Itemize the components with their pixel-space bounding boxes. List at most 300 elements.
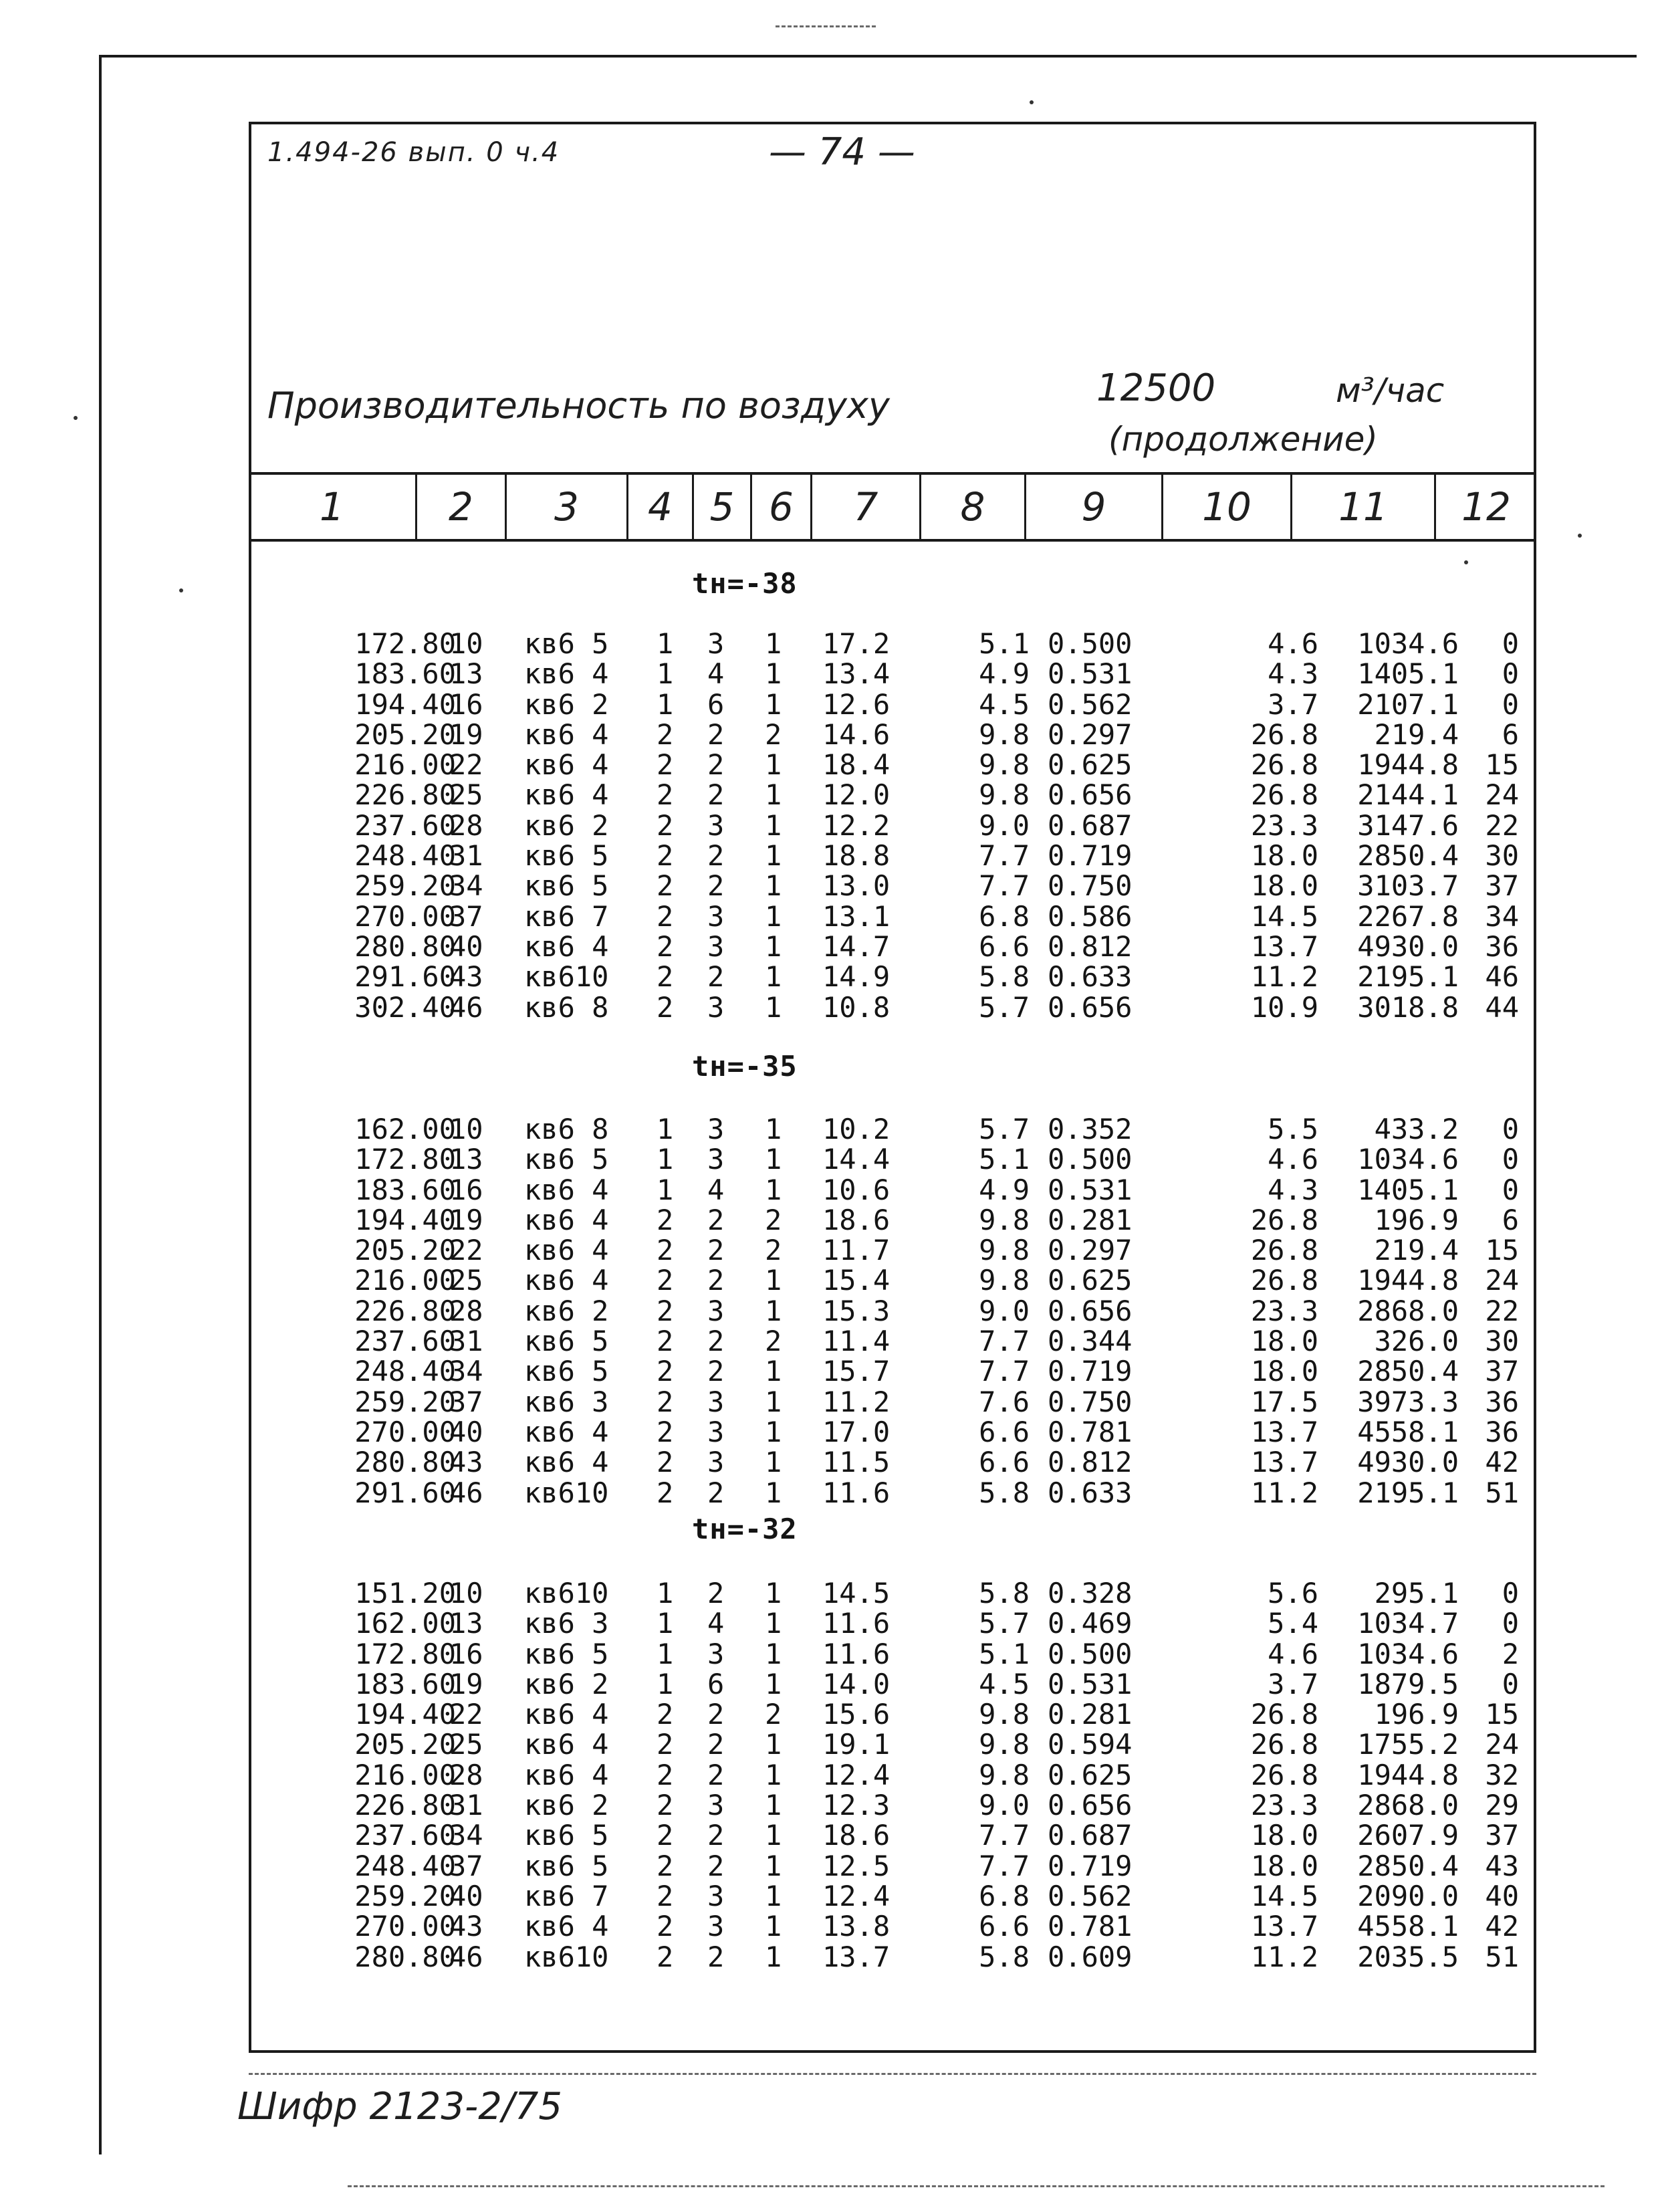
table-cell-col-4: 2 [657,1819,674,1852]
table-cell-col-8: 9.8 [979,717,1030,751]
table-cell-col-10: 26.8 [1250,778,1318,812]
table-cell-col-7: 12.5 [822,1849,891,1882]
table-cell-col-10: 11.2 [1250,1940,1318,1973]
table-row [249,1578,1536,1608]
table-cell-col-8: 9.8 [979,1698,1030,1731]
table-cell-col-5: 6 [707,687,725,721]
table-cell-col-12: 42 [1485,1446,1519,1479]
table-cell-col-3: кв6 4 [524,1264,609,1297]
table-cell-col-1: 280.80 [354,929,456,963]
table-row [249,1235,1536,1265]
table-cell-col-5: 2 [707,960,725,994]
table-cell-col-3: кв6 8 [524,990,609,1024]
table-cell-col-5: 2 [707,748,725,782]
table-cell-col-7: 11.6 [822,1607,891,1640]
table-cell-col-11: 2107.1 [1357,687,1459,721]
section-rows [249,1114,1536,1508]
table-cell-col-8: 5.8 [979,960,1030,994]
table-cell-col-1: 172.80 [354,1637,456,1670]
table-cell-col-8: 6.6 [979,1415,1030,1448]
table-cell-col-1: 162.00 [354,1607,456,1640]
table-cell-col-4: 1 [657,1143,674,1176]
table-cell-col-2: 46 [449,1940,483,1973]
table-caption: Производительность по воздуху [267,384,890,427]
table-row [249,1760,1536,1790]
table-row [249,1144,1536,1174]
table-cell-col-10: 26.8 [1250,717,1318,751]
table-cell-col-10: 3.7 [1268,687,1318,721]
table-cell-col-5: 4 [707,1173,725,1206]
section-label: tн=-32 [692,1513,798,1545]
table-cell-col-11: 1944.8 [1357,1264,1459,1297]
table-cell-col-11: 219.4 [1374,1234,1459,1267]
table-cell-col-9: 0.656 [1048,1789,1133,1822]
table-cell-col-3: кв6 2 [524,1667,609,1700]
table-cell-col-5: 3 [707,1879,725,1912]
table-cell-col-11: 4930.0 [1357,929,1459,963]
table-cell-col-5: 2 [707,1698,725,1731]
table-cell-col-3: кв6 5 [524,1355,609,1388]
footer-divider [249,2073,1536,2075]
table-cell-col-1: 194.40 [354,1203,456,1236]
table-row [249,1296,1536,1326]
table-cell-col-2: 25 [449,778,483,812]
table-cell-col-3: кв6 4 [524,1203,609,1236]
table-cell-col-9: 0.500 [1048,1143,1133,1176]
table-cell-col-4: 2 [657,899,674,933]
section-rows [249,629,1536,1022]
table-cell-col-11: 2144.1 [1357,778,1459,812]
table-cell-col-2: 13 [449,1143,483,1176]
table-cell-col-4: 2 [657,748,674,782]
table-row [249,1942,1536,1972]
table-cell-col-5: 3 [707,1789,725,1822]
table-cell-col-11: 2607.9 [1357,1819,1459,1852]
table-cell-col-6: 1 [765,1264,782,1297]
table-row [249,931,1536,962]
table-cell-col-6: 1 [765,1607,782,1640]
table-row [249,1447,1536,1477]
column-header-4: 4 [628,475,694,539]
table-cell-col-12: 6 [1502,1203,1519,1236]
table-cell-col-11: 1034.6 [1357,1637,1459,1670]
table-cell-col-4: 2 [657,869,674,903]
table-cell-col-3: кв6 5 [524,1849,609,1882]
table-cell-col-12: 46 [1485,960,1519,994]
table-cell-col-11: 1034.7 [1357,1607,1459,1640]
table-cell-col-11: 2868.0 [1357,1294,1459,1327]
table-cell-col-4: 2 [657,778,674,812]
table-cell-col-5: 2 [707,717,725,751]
table-cell-col-9: 0.500 [1048,1637,1133,1670]
table-cell-col-3: кв610 [524,1476,609,1509]
table-cell-col-1: 248.40 [354,1355,456,1388]
table-cell-col-8: 9.8 [979,1758,1030,1791]
table-cell-col-1: 183.60 [354,657,456,691]
table-cell-col-9: 0.719 [1048,1355,1133,1388]
table-cell-col-6: 1 [765,869,782,903]
table-cell-col-5: 3 [707,1910,725,1943]
table-cell-col-3: кв6 4 [524,1728,609,1761]
table-cell-col-11: 1944.8 [1357,1758,1459,1791]
table-cell-col-5: 2 [707,778,725,812]
table-cell-col-9: 0.625 [1048,748,1133,782]
table-cell-col-1: 183.60 [354,1667,456,1700]
table-cell-col-10: 23.3 [1250,1789,1318,1822]
table-cell-col-7: 18.8 [822,839,891,873]
table-cell-col-8: 9.8 [979,1234,1030,1267]
table-cell-col-7: 13.8 [822,1910,891,1943]
scan-speck [1030,100,1034,104]
table-cell-col-1: 226.80 [354,1789,456,1822]
table-cell-col-11: 219.4 [1374,717,1459,751]
table-cell-col-3: кв6 4 [524,1446,609,1479]
table-row [249,871,1536,901]
table-row [249,629,1536,659]
table-cell-col-5: 2 [707,869,725,903]
column-header-12: 12 [1461,484,1511,530]
table-cell-col-12: 0 [1502,1113,1519,1145]
table-cell-col-4: 2 [657,929,674,963]
table-cell-col-11: 3973.3 [1357,1385,1459,1418]
table-cell-col-2: 37 [449,1849,483,1882]
table-cell-col-6: 2 [765,1325,782,1358]
table-row [249,841,1536,871]
table-cell-col-1: 216.00 [354,748,456,782]
table-cell-col-12: 22 [1485,808,1519,842]
table-cell-col-9: 0.781 [1048,1415,1133,1448]
bottom-scan-line [348,2185,1605,2187]
table-cell-col-2: 43 [449,960,483,994]
table-cell-col-11: 2035.5 [1357,1940,1459,1973]
table-cell-col-6: 1 [765,657,782,691]
table-cell-col-4: 1 [657,657,674,691]
table-cell-col-3: кв6 5 [524,1819,609,1852]
table-cell-col-10: 18.0 [1250,1325,1318,1358]
table-cell-col-4: 2 [657,1446,674,1479]
table-cell-col-7: 11.7 [822,1234,891,1267]
table-cell-col-12: 30 [1485,839,1519,873]
table-cell-col-1: 226.80 [354,1294,456,1327]
table-cell-col-9: 0.812 [1048,929,1133,963]
table-cell-col-7: 15.6 [822,1698,891,1731]
table-cell-col-5: 3 [707,1446,725,1479]
document-reference: 1.494-26 вып. 0 ч.4 [267,137,560,168]
table-cell-col-3: кв6 4 [524,929,609,963]
table-cell-col-10: 23.3 [1250,808,1318,842]
table-cell-col-2: 37 [449,1385,483,1418]
table-cell-col-1: 270.00 [354,1415,456,1448]
table-cell-col-10: 23.3 [1250,1294,1318,1327]
table-cell-col-2: 31 [449,1789,483,1822]
table-cell-col-9: 0.625 [1048,1264,1133,1297]
table-cell-col-4: 2 [657,990,674,1024]
table-cell-col-7: 14.9 [822,960,891,994]
table-cell-col-12: 24 [1485,1264,1519,1297]
table-cell-col-9: 0.281 [1048,1203,1133,1236]
table-cell-col-2: 16 [449,1173,483,1206]
table-cell-col-1: 216.00 [354,1758,456,1791]
table-row [249,1326,1536,1356]
table-cell-col-7: 12.2 [822,808,891,842]
table-cell-col-12: 24 [1485,1728,1519,1761]
table-cell-col-10: 4.6 [1268,627,1318,660]
table-cell-col-7: 18.6 [822,1819,891,1852]
airflow-unit: м³/час [1336,371,1445,410]
table-cell-col-7: 10.6 [822,1173,891,1206]
table-cell-col-7: 13.7 [822,1940,891,1973]
table-cell-col-1: 237.60 [354,1325,456,1358]
table-cell-col-8: 5.7 [979,1607,1030,1640]
table-cell-col-3: кв6 4 [524,657,609,691]
table-cell-col-10: 5.6 [1268,1577,1318,1610]
table-cell-col-10: 18.0 [1250,1819,1318,1852]
table-cell-col-9: 0.297 [1048,1234,1133,1267]
table-cell-col-8: 9.0 [979,1789,1030,1822]
table-cell-col-3: кв6 2 [524,1294,609,1327]
table-cell-col-6: 1 [765,1143,782,1176]
table-cell-col-4: 2 [657,1415,674,1448]
table-cell-col-5: 3 [707,1385,725,1418]
scan-speck [74,416,78,420]
table-cell-col-3: кв6 2 [524,808,609,842]
table-cell-col-1: 280.80 [354,1940,456,1973]
table-cell-col-4: 2 [657,717,674,751]
table-cell-col-5: 2 [707,1758,725,1791]
table-cell-col-4: 1 [657,1113,674,1145]
table-cell-col-1: 248.40 [354,839,456,873]
table-cell-col-5: 2 [707,1819,725,1852]
table-cell-col-1: 205.20 [354,1728,456,1761]
table-cell-col-6: 1 [765,808,782,842]
table-cell-col-1: 216.00 [354,1264,456,1297]
table-row [249,1729,1536,1759]
table-cell-col-9: 0.687 [1048,1819,1133,1852]
table-cell-col-2: 28 [449,1758,483,1791]
table-cell-col-12: 37 [1485,1819,1519,1852]
table-cell-col-2: 46 [449,990,483,1024]
table-cell-col-3: кв6 8 [524,1113,609,1145]
table-cell-col-6: 1 [765,960,782,994]
table-cell-col-10: 10.9 [1250,990,1318,1024]
table-cell-col-1: 270.00 [354,899,456,933]
table-cell-col-7: 10.2 [822,1113,891,1145]
table-cell-col-10: 14.5 [1250,899,1318,933]
table-cell-col-1: 205.20 [354,1234,456,1267]
table-cell-col-11: 2850.4 [1357,1849,1459,1882]
table-cell-col-4: 2 [657,1385,674,1418]
table-cell-col-1: 259.20 [354,869,456,903]
table-cell-col-5: 3 [707,1415,725,1448]
table-cell-col-8: 9.8 [979,778,1030,812]
table-row [249,1669,1536,1699]
table-cell-col-11: 2195.1 [1357,960,1459,994]
table-cell-col-5: 3 [707,808,725,842]
table-cell-col-6: 1 [765,1173,782,1206]
table-cell-col-12: 0 [1502,1667,1519,1700]
table-cell-col-11: 3018.8 [1357,990,1459,1024]
table-cell-col-8: 7.7 [979,869,1030,903]
table-cell-col-7: 14.7 [822,929,891,963]
table-cell-col-12: 51 [1485,1940,1519,1973]
table-cell-col-12: 22 [1485,1294,1519,1327]
table-cell-col-6: 2 [765,1698,782,1731]
continuation-note: (продолжение) [1108,420,1378,459]
table-cell-col-10: 3.7 [1268,1667,1318,1700]
table-cell-col-1: 259.20 [354,1385,456,1418]
table-cell-col-3: кв6 4 [524,1910,609,1943]
table-cell-col-5: 3 [707,929,725,963]
table-cell-col-8: 9.8 [979,748,1030,782]
table-cell-col-12: 0 [1502,687,1519,721]
table-cell-col-4: 1 [657,687,674,721]
table-row [249,901,1536,931]
table-cell-col-3: кв6 5 [524,839,609,873]
table-cell-col-2: 25 [449,1728,483,1761]
table-cell-col-11: 1944.8 [1357,748,1459,782]
table-cell-col-5: 2 [707,1264,725,1297]
table-cell-col-5: 2 [707,1849,725,1882]
table-cell-col-11: 295.1 [1374,1577,1459,1610]
table-cell-col-12: 43 [1485,1849,1519,1882]
table-cell-col-7: 11.6 [822,1476,891,1509]
table-cell-col-7: 13.0 [822,869,891,903]
table-cell-col-7: 11.2 [822,1385,891,1418]
table-cell-col-10: 11.2 [1250,1476,1318,1509]
table-cell-col-9: 0.781 [1048,1910,1133,1943]
table-cell-col-7: 14.6 [822,717,891,751]
table-cell-col-10: 5.5 [1268,1113,1318,1145]
table-cell-col-2: 31 [449,1325,483,1358]
table-cell-col-12: 42 [1485,1910,1519,1943]
table-cell-col-11: 196.9 [1374,1698,1459,1731]
table-cell-col-2: 40 [449,929,483,963]
table-cell-col-8: 6.8 [979,899,1030,933]
footer-code: Шифр 2123-2/75 [237,2085,562,2128]
table-row [249,1265,1536,1295]
table-cell-col-3: кв6 2 [524,1789,609,1822]
table-cell-col-7: 17.0 [822,1415,891,1448]
table-cell-col-8: 4.9 [979,657,1030,691]
table-cell-col-11: 2090.0 [1357,1879,1459,1912]
table-cell-col-8: 7.7 [979,1325,1030,1358]
airflow-value: 12500 [1096,366,1216,410]
table-cell-col-10: 26.8 [1250,1203,1318,1236]
table-cell-col-4: 2 [657,1264,674,1297]
table-cell-col-1: 151.20 [354,1577,456,1610]
table-cell-col-5: 3 [707,1294,725,1327]
table-cell-col-2: 13 [449,1607,483,1640]
table-cell-col-11: 433.2 [1374,1113,1459,1145]
table-cell-col-11: 1755.2 [1357,1728,1459,1761]
table-cell-col-4: 2 [657,839,674,873]
table-cell-col-9: 0.750 [1048,1385,1133,1418]
table-cell-col-6: 1 [765,1789,782,1822]
table-cell-col-9: 0.687 [1048,808,1133,842]
table-cell-col-7: 12.4 [822,1758,891,1791]
table-cell-col-7: 15.4 [822,1264,891,1297]
table-cell-col-8: 7.7 [979,1355,1030,1388]
table-cell-col-1: 237.60 [354,1819,456,1852]
table-cell-col-10: 4.6 [1268,1637,1318,1670]
top-scan-mark [776,25,876,27]
table-cell-col-8: 6.6 [979,1446,1030,1479]
table-cell-col-10: 13.7 [1250,1446,1318,1479]
table-cell-col-7: 11.4 [822,1325,891,1358]
table-cell-col-8: 9.0 [979,808,1030,842]
table-cell-col-2: 25 [449,1264,483,1297]
table-cell-col-8: 6.6 [979,1910,1030,1943]
table-cell-col-7: 12.6 [822,687,891,721]
table-cell-col-3: кв6 5 [524,869,609,903]
table-cell-col-11: 1405.1 [1357,1173,1459,1206]
table-cell-col-8: 4.9 [979,1173,1030,1206]
column-header-row [249,472,1536,542]
table-cell-col-2: 34 [449,869,483,903]
table-row [249,1911,1536,1941]
table-cell-col-12: 0 [1502,1607,1519,1640]
table-cell-col-8: 7.6 [979,1385,1030,1418]
table-cell-col-11: 2195.1 [1357,1476,1459,1509]
table-cell-col-4: 2 [657,1879,674,1912]
table-cell-col-3: кв6 4 [524,1234,609,1267]
table-cell-col-1: 205.20 [354,717,456,751]
table-cell-col-11: 196.9 [1374,1203,1459,1236]
table-cell-col-5: 2 [707,1234,725,1267]
table-cell-col-10: 18.0 [1250,1849,1318,1882]
table-cell-col-3: кв6 2 [524,687,609,721]
table-cell-col-11: 4558.1 [1357,1910,1459,1943]
table-cell-col-9: 0.719 [1048,839,1133,873]
table-cell-col-9: 0.562 [1048,687,1133,721]
table-cell-col-8: 5.1 [979,627,1030,660]
table-cell-col-2: 43 [449,1446,483,1479]
table-cell-col-1: 237.60 [354,808,456,842]
table-cell-col-8: 9.0 [979,1294,1030,1327]
table-cell-col-12: 34 [1485,899,1519,933]
table-cell-col-4: 2 [657,1910,674,1943]
table-cell-col-2: 13 [449,657,483,691]
table-cell-col-11: 1405.1 [1357,657,1459,691]
table-cell-col-7: 10.8 [822,990,891,1024]
table-cell-col-7: 12.3 [822,1789,891,1822]
table-cell-col-11: 1034.6 [1357,627,1459,660]
table-cell-col-7: 13.4 [822,657,891,691]
table-cell-col-7: 14.0 [822,1667,891,1700]
table-cell-col-5: 2 [707,1476,725,1509]
table-cell-col-7: 15.7 [822,1355,891,1388]
table-row [249,1699,1536,1729]
table-cell-col-5: 4 [707,1607,725,1640]
table-cell-col-5: 3 [707,1143,725,1176]
table-cell-col-11: 3103.7 [1357,869,1459,903]
table-cell-col-2: 37 [449,899,483,933]
table-cell-col-8: 5.1 [979,1637,1030,1670]
table-cell-col-2: 34 [449,1819,483,1852]
table-cell-col-12: 15 [1485,1234,1519,1267]
column-header-6: 6 [752,475,812,539]
table-cell-col-3: кв6 3 [524,1607,609,1640]
table-cell-col-6: 1 [765,839,782,873]
table-cell-col-12: 24 [1485,778,1519,812]
table-row [249,689,1536,720]
table-cell-col-8: 5.8 [979,1476,1030,1509]
table-row [249,780,1536,810]
table-cell-col-12: 30 [1485,1325,1519,1358]
table-row [249,1205,1536,1235]
table-cell-col-9: 0.594 [1048,1728,1133,1761]
table-cell-col-8: 7.7 [979,1849,1030,1882]
